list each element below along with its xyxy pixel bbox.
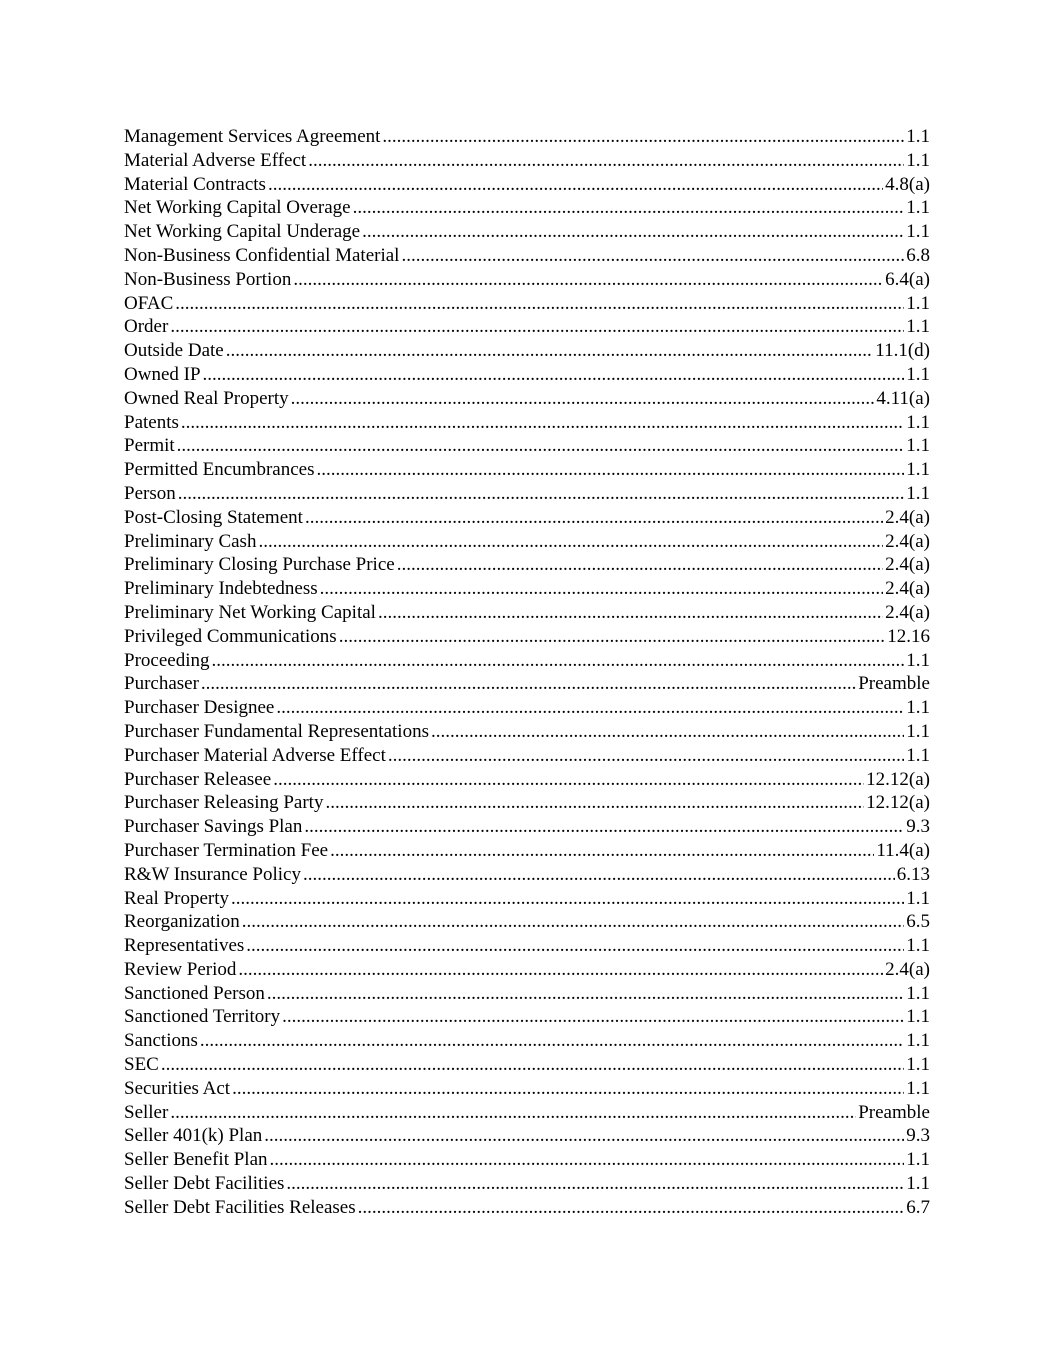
dot-leader	[161, 1053, 904, 1077]
section-reference: 1.1	[906, 744, 930, 766]
dot-leader	[291, 387, 875, 411]
dot-leader	[226, 339, 874, 363]
dot-leader	[397, 553, 883, 577]
section-reference: 1.1	[906, 1030, 930, 1052]
dot-leader	[362, 220, 904, 244]
index-term: Privileged Communications	[124, 625, 337, 647]
index-entry	[124, 1077, 930, 1101]
index-term: Net Working Capital Overage	[124, 197, 351, 219]
index-entry	[124, 982, 930, 1006]
section-reference: 2.4(a)	[885, 554, 930, 576]
section-reference: 6.5	[906, 911, 930, 933]
section-reference: 6.13	[896, 863, 930, 885]
index-term: Preliminary Cash	[124, 530, 257, 552]
dot-leader	[170, 315, 904, 339]
index-term: Preliminary Net Working Capital	[124, 601, 376, 623]
section-reference: 1.1	[906, 1149, 930, 1171]
index-entry	[124, 839, 930, 863]
index-entry	[124, 387, 930, 411]
section-reference: 1.1	[906, 149, 930, 171]
index-term: Purchaser Savings Plan	[124, 816, 303, 838]
index-term: Seller Benefit Plan	[124, 1149, 268, 1171]
dot-leader	[382, 125, 904, 149]
dot-leader	[401, 244, 904, 268]
dot-leader	[431, 720, 904, 744]
index-entry	[124, 1101, 930, 1125]
dot-leader	[231, 887, 904, 911]
index-term: Seller 401(k) Plan	[124, 1125, 263, 1147]
dot-leader	[304, 815, 904, 839]
dot-leader	[378, 601, 883, 625]
section-reference: 1.1	[906, 720, 930, 742]
index-term: OFAC	[124, 292, 174, 314]
section-reference: 4.8(a)	[885, 173, 930, 195]
index-entry	[124, 1029, 930, 1053]
defined-terms-index	[124, 125, 930, 1220]
dot-leader	[308, 149, 904, 173]
dot-leader	[303, 863, 895, 887]
index-entry	[124, 196, 930, 220]
dot-leader	[264, 1124, 904, 1148]
dot-leader	[353, 196, 905, 220]
index-term: Person	[124, 482, 176, 504]
index-entry	[124, 720, 930, 744]
index-term: Material Contracts	[124, 173, 266, 195]
section-reference: 1.1	[906, 1054, 930, 1076]
dot-leader	[276, 696, 904, 720]
section-reference: 1.1	[906, 221, 930, 243]
index-term: Purchaser	[124, 673, 199, 695]
index-term: Sanctioned Territory	[124, 1006, 281, 1028]
index-term: SEC	[124, 1054, 159, 1076]
index-entry	[124, 553, 930, 577]
dot-leader	[293, 268, 883, 292]
dot-leader	[170, 1101, 856, 1125]
index-entry	[124, 791, 930, 815]
section-reference: 1.1	[906, 459, 930, 481]
section-reference: 6.8	[906, 244, 930, 266]
index-term: Net Working Capital Underage	[124, 221, 361, 243]
index-term: Securities Act	[124, 1077, 231, 1099]
section-reference: 1.1	[906, 363, 930, 385]
index-entry	[124, 530, 930, 554]
dot-leader	[320, 577, 884, 601]
index-entry	[124, 577, 930, 601]
section-reference: 11.4(a)	[876, 839, 930, 861]
index-term: Non-Business Confidential Material	[124, 244, 400, 266]
index-entry	[124, 149, 930, 173]
dot-leader	[232, 1077, 904, 1101]
index-term: Real Property	[124, 887, 230, 909]
index-entry	[124, 649, 930, 673]
section-reference: 1.1	[906, 411, 930, 433]
index-term: Reorganization	[124, 911, 240, 933]
index-entry	[124, 815, 930, 839]
index-entry	[124, 244, 930, 268]
index-entry	[124, 315, 930, 339]
index-term: Seller Debt Facilities Releases	[124, 1196, 356, 1218]
section-reference: 1.1	[906, 316, 930, 338]
index-entry	[124, 625, 930, 649]
dot-leader	[203, 363, 905, 387]
dot-leader	[273, 768, 864, 792]
section-reference: 9.3	[906, 816, 930, 838]
section-reference: 12.12(a)	[866, 792, 930, 814]
index-entry	[124, 1053, 930, 1077]
index-entry	[124, 887, 930, 911]
section-reference: 1.1	[906, 649, 930, 671]
index-term: Sanctions	[124, 1030, 198, 1052]
index-term: Sanctioned Person	[124, 982, 265, 1004]
index-term: Permitted Encumbrances	[124, 459, 315, 481]
index-entry	[124, 1196, 930, 1220]
index-term: Purchaser Designee	[124, 697, 275, 719]
index-entry	[124, 934, 930, 958]
dot-leader	[316, 458, 904, 482]
index-term: Management Services Agreement	[124, 126, 381, 147]
index-term: Preliminary Indebtedness	[124, 578, 318, 600]
dot-leader	[258, 530, 883, 554]
section-reference: 9.3	[906, 1125, 930, 1147]
dot-leader	[267, 982, 904, 1006]
section-reference: 1.1	[906, 1077, 930, 1099]
dot-leader	[330, 839, 874, 863]
index-term: Outside Date	[124, 340, 224, 362]
index-term: Material Adverse Effect	[124, 149, 307, 171]
section-reference: 2.4(a)	[885, 506, 930, 528]
dot-leader	[282, 1005, 904, 1029]
index-entry	[124, 910, 930, 934]
section-reference: 1.1	[906, 697, 930, 719]
index-entry	[124, 458, 930, 482]
index-entry	[124, 1005, 930, 1029]
section-reference: 4.11(a)	[876, 387, 930, 409]
dot-leader	[201, 672, 856, 696]
dot-leader	[211, 649, 904, 673]
dot-leader	[200, 1029, 904, 1053]
index-entry	[124, 863, 930, 887]
dot-leader	[178, 482, 905, 506]
section-reference: 11.1(d)	[875, 340, 930, 362]
index-entry	[124, 768, 930, 792]
section-reference: Preamble	[858, 1101, 930, 1123]
index-term: Patents	[124, 411, 179, 433]
dot-leader	[388, 744, 904, 768]
dot-leader	[358, 1196, 905, 1220]
section-reference: 12.12(a)	[866, 768, 930, 790]
index-entry	[124, 268, 930, 292]
index-term: Purchaser Releasing Party	[124, 792, 324, 814]
index-term: R&W Insurance Policy	[124, 863, 301, 885]
section-reference: 1.1	[906, 482, 930, 504]
dot-leader	[339, 625, 886, 649]
index-entry	[124, 672, 930, 696]
index-term: Purchaser Material Adverse Effect	[124, 744, 386, 766]
index-entry	[124, 696, 930, 720]
index-entry	[124, 482, 930, 506]
index-entry	[124, 1148, 930, 1172]
section-reference: 2.4(a)	[885, 958, 930, 980]
section-reference: 6.4(a)	[885, 268, 930, 290]
index-term: Proceeding	[124, 649, 210, 671]
index-entry	[124, 1124, 930, 1148]
section-reference: 6.7	[906, 1196, 930, 1218]
index-entry	[124, 744, 930, 768]
dot-leader	[246, 934, 904, 958]
index-entry	[124, 125, 930, 149]
index-entry	[124, 1172, 930, 1196]
index-entry	[124, 601, 930, 625]
index-term: Purchaser Termination Fee	[124, 839, 329, 861]
index-term: Preliminary Closing Purchase Price	[124, 554, 395, 576]
index-entry	[124, 506, 930, 530]
index-term: Representatives	[124, 935, 245, 957]
section-reference: 1.1	[906, 1006, 930, 1028]
section-reference: 1.1	[906, 126, 930, 147]
section-reference: 1.1	[906, 982, 930, 1004]
dot-leader	[270, 1148, 905, 1172]
section-reference: 1.1	[906, 1173, 930, 1195]
index-term: Permit	[124, 435, 175, 457]
index-entry	[124, 173, 930, 197]
index-entry	[124, 292, 930, 316]
section-reference: 1.1	[906, 292, 930, 314]
section-reference: 1.1	[906, 935, 930, 957]
index-entry	[124, 434, 930, 458]
index-term: Post-Closing Statement	[124, 506, 303, 528]
dot-leader	[305, 506, 883, 530]
section-reference: 2.4(a)	[885, 530, 930, 552]
index-term: Non-Business Portion	[124, 268, 292, 290]
index-term: Review Period	[124, 958, 237, 980]
section-reference: 2.4(a)	[885, 601, 930, 623]
index-term: Seller	[124, 1101, 169, 1123]
dot-leader	[242, 910, 905, 934]
index-term: Seller Debt Facilities	[124, 1173, 285, 1195]
section-reference: 1.1	[906, 197, 930, 219]
index-entry	[124, 958, 930, 982]
dot-leader	[238, 958, 883, 982]
index-entry	[124, 339, 930, 363]
index-entry	[124, 411, 930, 435]
index-term: Owned Real Property	[124, 387, 289, 409]
dot-leader	[181, 411, 904, 435]
index-entry	[124, 220, 930, 244]
dot-leader	[175, 292, 904, 316]
dot-leader	[325, 791, 864, 815]
section-reference: 1.1	[906, 887, 930, 909]
section-reference: 2.4(a)	[885, 578, 930, 600]
section-reference: Preamble	[858, 673, 930, 695]
index-term: Owned IP	[124, 363, 201, 385]
dot-leader	[177, 434, 905, 458]
dot-leader	[268, 173, 883, 197]
index-term: Purchaser Releasee	[124, 768, 272, 790]
section-reference: 12.16	[887, 625, 930, 647]
dot-leader	[286, 1172, 904, 1196]
section-reference: 1.1	[906, 435, 930, 457]
index-term: Order	[124, 316, 169, 338]
index-entry	[124, 363, 930, 387]
index-term: Purchaser Fundamental Representations	[124, 720, 429, 742]
